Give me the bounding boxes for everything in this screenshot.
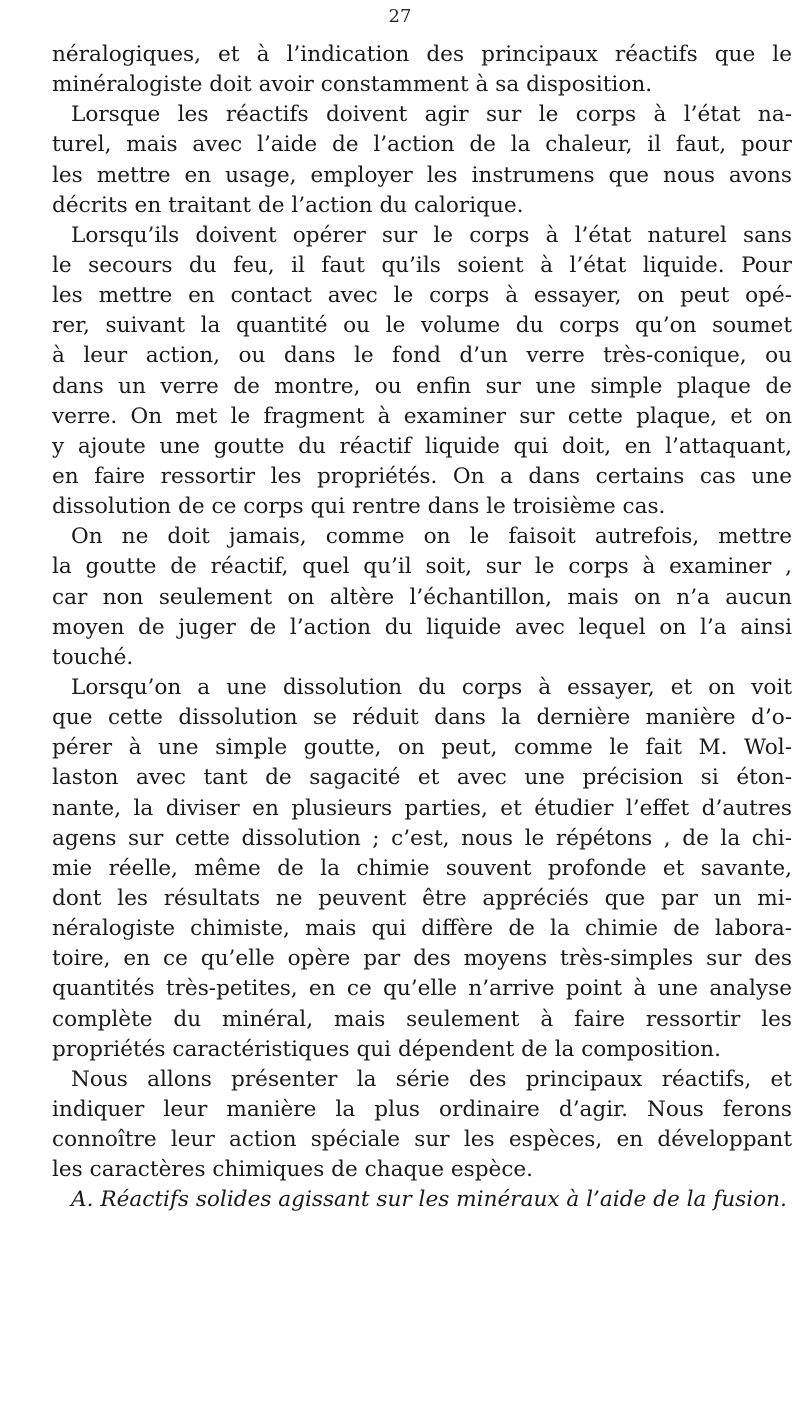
text-line: dans un verre de montre, ou enfin sur une simple plaque de [52, 373, 792, 399]
paragraph [52, 100, 792, 221]
text-line: les mettre en usage, employer les instrumens que nous avons [52, 162, 792, 188]
section-heading: A. Réactifs solides agissant sur les minéraux à l’aide de la fusion. [71, 1187, 787, 1213]
paragraph [52, 522, 792, 673]
text-line: indiquer leur manière la plus ordinaire d’agir. Nous ferons [52, 1096, 792, 1122]
text-line: connoître leur action spéciale sur les espèces, en développant [52, 1127, 792, 1153]
text-line: agens sur cette dissolution ; c’est, nous le répétons , de la chi- [52, 825, 792, 851]
text-line: dissolution de ce corps qui rentre dans le troisième cas. [52, 494, 666, 520]
text-line: rer, suivant la quantité ou le volume du corps qu’on soumet [52, 313, 792, 339]
text-line: toire, en ce qu’elle opère par des moyens très-simples sur des [52, 946, 792, 972]
paragraph [52, 673, 792, 1065]
text-line: à leur action, ou dans le fond d’un verre très-conique, ou [52, 343, 792, 369]
text-line: minéralogiste doit avoir constamment à sa disposition. [52, 72, 653, 98]
text-line: néralogiques, et à l’indication des principaux réactifs que le [52, 42, 792, 67]
text-line: Lorsqu’on a une dissolution du corps à essayer, et on voit [71, 674, 792, 700]
text-line: verre. On met le fragment à examiner sur cette plaque, et on [52, 403, 792, 429]
text-line: la goutte de réactif, quel qu’il soit, sur le corps à examiner , [52, 554, 792, 580]
text-line: les mettre en contact avec le corps à essayer, on peut opé- [52, 283, 792, 309]
paragraph [52, 1065, 792, 1186]
text-line: le secours du feu, il faut qu’ils soient à l’état liquide. Pour [52, 252, 792, 278]
text-line: Lorsque les réactifs doivent agir sur le corps à l’état na- [71, 102, 792, 128]
text-line: en faire ressortir les propriétés. On a dans certains cas une [52, 463, 792, 489]
paragraph [52, 221, 792, 522]
page-number: 27 [388, 6, 412, 27]
text-line: propriétés caractéristiques qui dépendent de la composition. [52, 1036, 721, 1062]
text-line: les caractères chimiques de chaque espèce. [52, 1157, 534, 1183]
text-line: laston avec tant de sagacité et avec une précision si éton- [52, 765, 792, 791]
body-text [52, 40, 792, 1215]
text-line: pérer à une simple goutte, on peut, comme le fait M. Wol- [52, 735, 792, 761]
text-line: Nous allons présenter la série des principaux réactifs, et [71, 1066, 792, 1092]
text-line: turel, mais avec l’aide de l’action de la chaleur, il faut, pour [52, 132, 792, 158]
text-line: dont les résultats ne peuvent être appréciés que par un mi- [52, 885, 792, 911]
text-line: décrits en traitant de l’action du calorique. [52, 192, 524, 218]
text-line: que cette dissolution se réduit dans la dernière manière d’o- [52, 705, 792, 731]
paragraph [52, 40, 792, 100]
text-line: car non seulement on altère l’échantillon, mais on n’a aucun [52, 584, 792, 610]
text-line: Lorsqu’ils doivent opérer sur le corps à l’état naturel sans [71, 222, 792, 248]
text-line: mie réelle, même de la chimie souvent profonde et savante, [52, 855, 792, 881]
text-line: On ne doit jamais, comme on le faisoit autrefois, mettre [71, 524, 792, 550]
text-line: y ajoute une goutte du réactif liquide qui doit, en l’attaquant, [52, 433, 792, 459]
text-line: néralogiste chimiste, mais qui diffère de la chimie de labora- [52, 916, 792, 942]
text-line: moyen de juger de l’action du liquide avec lequel on l’a ainsi [52, 614, 792, 640]
text-line: complète du minéral, mais seulement à faire ressortir les [52, 1006, 792, 1032]
text-line: quantités très-petites, en ce qu’elle n’arrive point à une analyse [52, 976, 792, 1002]
text-line: touché. [52, 644, 134, 670]
text-line: nante, la diviser en plusieurs parties, et étudier l’effet d’autres [52, 795, 792, 821]
